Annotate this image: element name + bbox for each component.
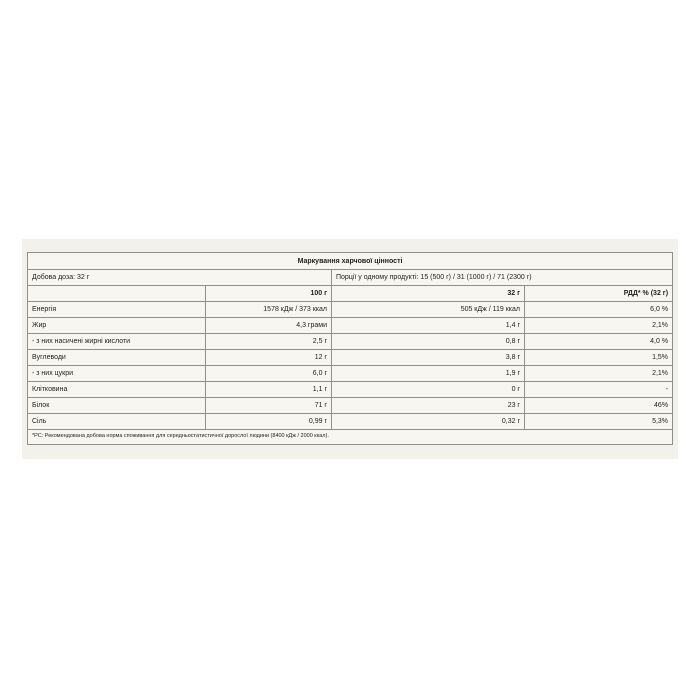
value-per-32g: 0,8 г <box>332 334 525 350</box>
value-per-100g: 12 г <box>206 350 332 366</box>
table-row <box>28 302 673 318</box>
header-row <box>28 286 673 302</box>
value-per-100g: 0,99 г <box>206 414 332 430</box>
value-per-32g: 0,32 г <box>332 414 525 430</box>
table-row <box>28 318 673 334</box>
value-per-100g: 6,0 г <box>206 366 332 382</box>
nutrient-label: Сіль <box>28 414 206 430</box>
value-per-100g: 1578 кДж / 373 ккал <box>206 302 332 318</box>
value-per-100g: 4,3 грами <box>206 318 332 334</box>
daily-dose: Добова доза: 32 г <box>28 270 332 286</box>
table-title: Маркування харчової цінності <box>28 253 673 270</box>
value-per-100g: 2,5 г <box>206 334 332 350</box>
value-per-32g: 0 г <box>332 382 525 398</box>
nutrient-label: Вуглеводи <box>28 350 206 366</box>
value-per-32g: 3,8 г <box>332 350 525 366</box>
nutrient-label: - з них цукри <box>28 366 206 382</box>
value-per-32g: 1,9 г <box>332 366 525 382</box>
nutrient-label: Клітковина <box>28 382 206 398</box>
value-per-32g: 505 кДж / 119 ккал <box>332 302 525 318</box>
value-rdd: 2,1% <box>525 366 673 382</box>
portions-per-product: Порції у одному продукті: 15 (500 г) / 31 (1000 г) / 71 (2300 г) <box>332 270 673 286</box>
table-row <box>28 334 673 350</box>
nutrition-table <box>27 252 673 445</box>
value-rdd: - <box>525 382 673 398</box>
value-per-32g: 1,4 г <box>332 318 525 334</box>
value-rdd: 46% <box>525 398 673 414</box>
table-row <box>28 382 673 398</box>
serving-row <box>28 270 673 286</box>
nutrient-label: Жир <box>28 318 206 334</box>
nutrient-label: Енергія <box>28 302 206 318</box>
table-row <box>28 350 673 366</box>
value-rdd: 2,1% <box>525 318 673 334</box>
value-per-100g: 71 г <box>206 398 332 414</box>
table-row <box>28 366 673 382</box>
value-per-32g: 23 г <box>332 398 525 414</box>
footnote-row <box>28 430 673 445</box>
value-rdd: 5,3% <box>525 414 673 430</box>
header-empty-cell <box>28 286 206 302</box>
nutrient-label: - з них насичені жирні кислоти <box>28 334 206 350</box>
value-per-100g: 1,1 г <box>206 382 332 398</box>
table-row <box>28 414 673 430</box>
header-rdd: РДД* % (32 г) <box>525 286 673 302</box>
title-row <box>28 253 673 270</box>
table-row <box>28 398 673 414</box>
value-rdd: 6,0 % <box>525 302 673 318</box>
header-per-32g: 32 г <box>332 286 525 302</box>
header-per-100g: 100 г <box>206 286 332 302</box>
footnote: *РС: Рекомендована добова норма споживання для середньостатистичної дорослої людини (8400 кДж / 2000 ккал). <box>28 430 673 445</box>
value-rdd: 4,0 % <box>525 334 673 350</box>
nutrient-label: Білок <box>28 398 206 414</box>
value-rdd: 1,5% <box>525 350 673 366</box>
